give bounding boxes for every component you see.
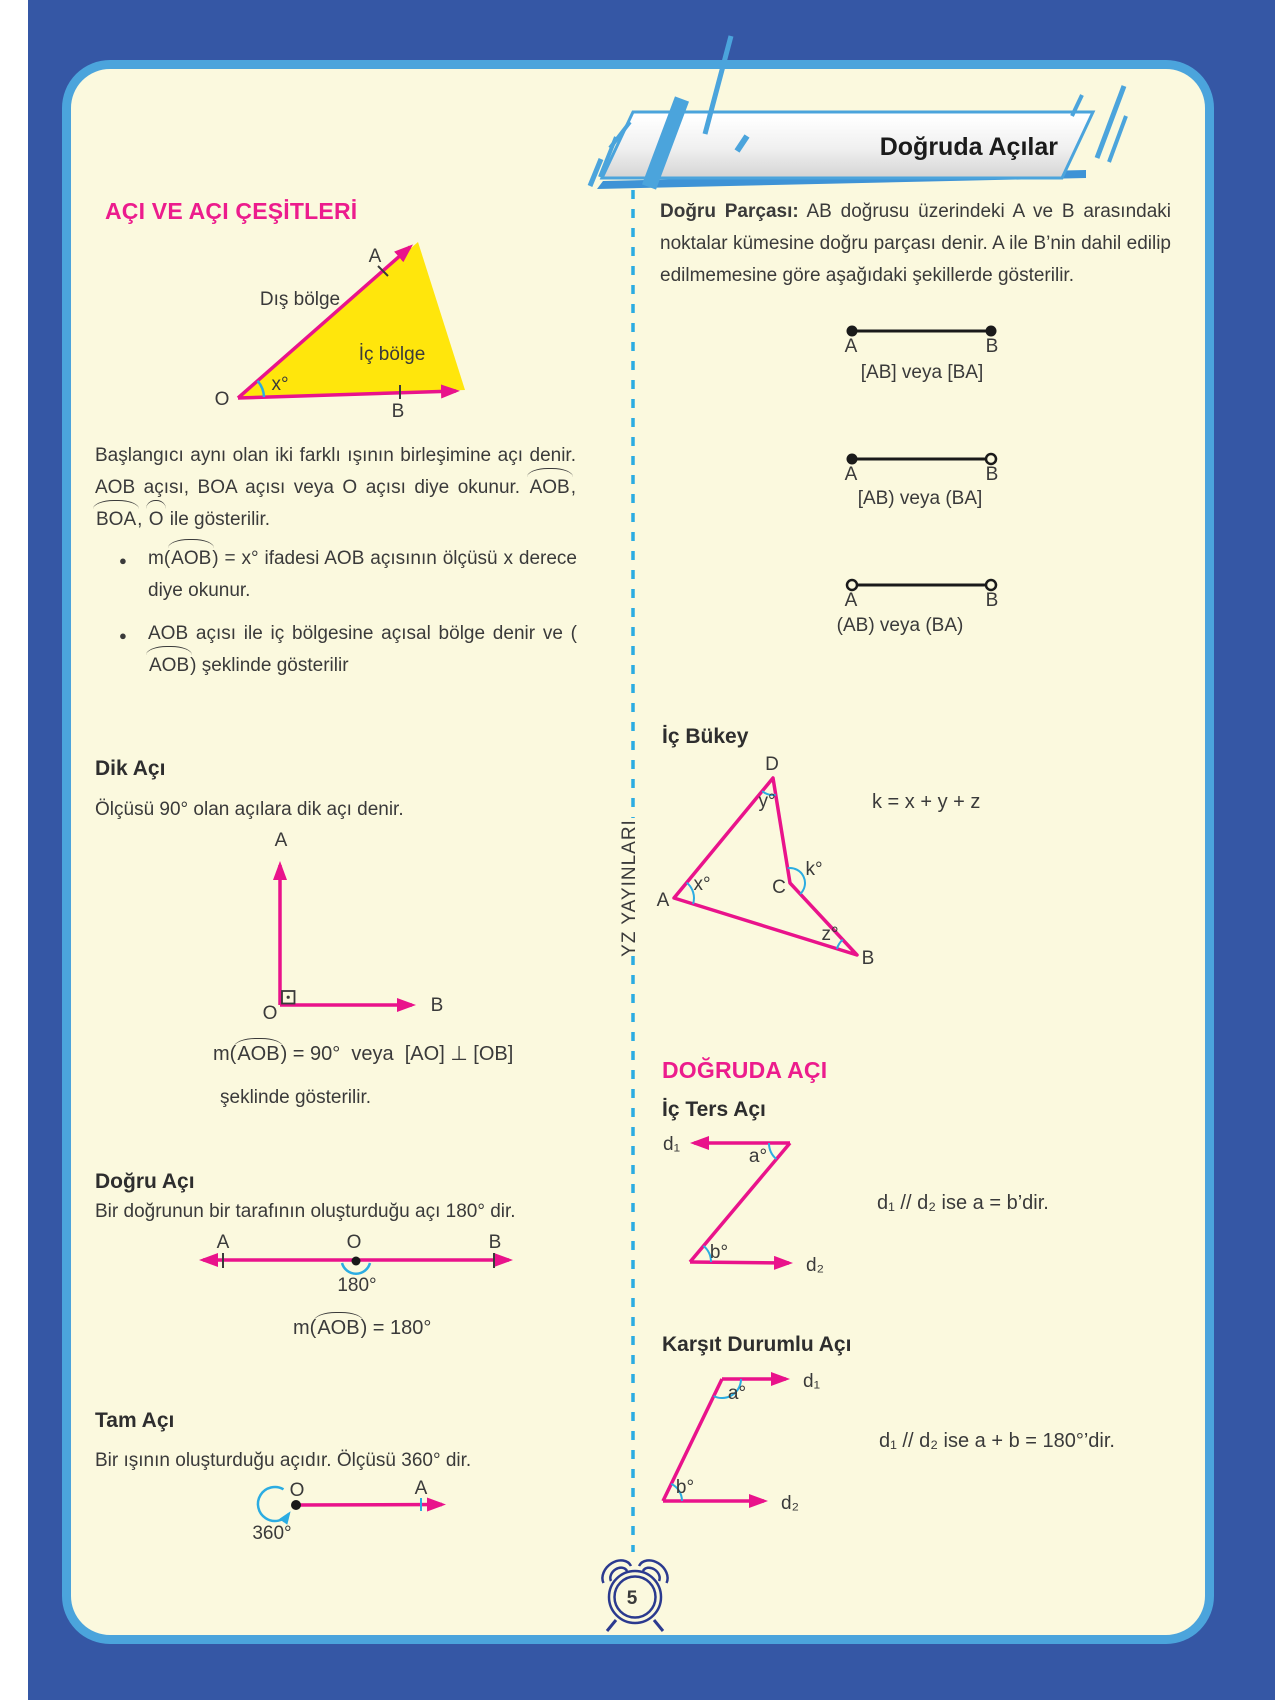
- segment-definition-lead: Doğru Parçası:: [660, 201, 799, 222]
- point-label: O: [346, 1232, 362, 1253]
- point-label: C: [772, 877, 786, 898]
- angle-label: a°: [727, 1383, 747, 1404]
- arc-notation: AOB: [148, 650, 190, 682]
- line-label: d₁: [803, 1371, 820, 1392]
- formula-right-angle: m(AOB) = 90° veya [AO] ⊥ [OB]: [213, 1043, 514, 1065]
- point-label: A: [368, 246, 382, 267]
- arc-notation: O: [148, 504, 165, 536]
- heading-straight-angle: Doğru Açı: [95, 1170, 195, 1193]
- body-right-angle: Ölçüsü 90° olan açılara dik açı denir.: [95, 799, 404, 820]
- angle-label: 360°: [252, 1523, 292, 1544]
- angle-label: b°: [675, 1477, 695, 1498]
- inner-region-label: İç bölge: [358, 344, 426, 365]
- right-angle-diagram: [263, 830, 444, 1024]
- heading-co-interior-angles: Karşıt Durumlu Açı: [662, 1333, 852, 1356]
- arc-notation: AOB: [170, 543, 212, 575]
- angle-label: z°: [821, 924, 839, 945]
- bullet-angular-region: ● AOB açısı ile iç bölgesine açısal bölge denir ve (AOB) şeklinde gösterilir: [95, 618, 577, 682]
- point-label: O: [289, 1480, 305, 1501]
- point-label: B: [430, 995, 444, 1016]
- chapter-banner-title: Doğruda Açılar: [879, 133, 1058, 161]
- angle-label: x°: [271, 374, 289, 395]
- angle-label: k°: [805, 859, 823, 880]
- heading-concave: İç Bükey: [662, 725, 749, 748]
- publisher-watermark: YZ YAYINLARI: [619, 819, 640, 957]
- arc-notation: AOB: [237, 1043, 280, 1065]
- alternate-angles-diagram: [663, 1134, 824, 1276]
- segment-caption: (AB) veya (BA): [836, 615, 964, 636]
- point-label: O: [262, 1003, 278, 1024]
- page-number-clock-icon: [602, 1560, 667, 1631]
- point-label: A: [844, 590, 858, 611]
- body-full-angle: Bir ışının oluşturduğu açıdır. Ölçüsü 360° dir.: [95, 1450, 472, 1471]
- heading-right-angle: Dik Açı: [95, 757, 166, 780]
- body-straight-angle: Bir doğrunun bir tarafının oluşturduğu açı 180° dir.: [95, 1201, 516, 1222]
- co-interior-angles-diagram: [663, 1371, 820, 1514]
- angle-label: 180°: [337, 1275, 377, 1296]
- point-label: B: [985, 464, 999, 485]
- intro-paragraph: Başlangıcı aynı olan iki farklı ışının birleşimine açı denir. AOB açısı, BOA açısı veya O açısı diye okunur. AOB, BOA, O ile gösterilir.: [95, 440, 576, 536]
- angle-label: y°: [758, 791, 776, 812]
- full-angle-diagram: [252, 1478, 442, 1544]
- point-label: D: [765, 754, 779, 775]
- point-label: B: [488, 1232, 502, 1253]
- angle-label: x°: [693, 874, 711, 895]
- left-section-title: AÇI VE AÇI ÇEŞİTLERİ: [105, 198, 358, 224]
- point-label: A: [844, 464, 858, 485]
- heading-alternate-angles: İç Ters Açı: [662, 1098, 766, 1121]
- segment-diagram-half-open: [845, 454, 999, 510]
- bullet-angle-measure: ● m(AOB) = x° ifadesi AOB açısının ölçüsü x derece diye okunur.: [95, 543, 577, 607]
- point-label: A: [844, 336, 858, 357]
- outer-region-label: Dış bölge: [259, 289, 341, 310]
- point-label: O: [214, 389, 230, 410]
- bullet-icon: ●: [119, 553, 127, 568]
- arc-notation: AOB: [529, 472, 571, 504]
- rule-alternate-angles: d₁ // d₂ ise a = b’dir.: [877, 1192, 1049, 1214]
- arc-notation: AOB: [317, 1317, 360, 1339]
- point-label: A: [414, 1478, 428, 1499]
- segment-diagram-closed: [845, 326, 999, 384]
- bullet-icon: ●: [119, 628, 127, 643]
- angle-region-diagram: [215, 242, 465, 422]
- angle-label: b°: [709, 1242, 729, 1263]
- point-label: B: [391, 401, 405, 422]
- header-banner: [590, 36, 1126, 189]
- segment-caption: [AB] veya [BA]: [860, 362, 984, 383]
- line-label: d₂: [781, 1493, 799, 1514]
- note-right-angle: şeklinde gösterilir.: [220, 1087, 372, 1108]
- point-label: B: [985, 590, 999, 611]
- point-label: A: [216, 1232, 230, 1253]
- formula-straight-angle: m(AOB) = 180°: [293, 1317, 432, 1339]
- segment-definition-paragraph: Doğru Parçası: AB doğrusu üzerindeki A ve B arasındaki noktalar kümesine doğru parçası denir. A ile B’nin dahil edilip edilmemesine göre aşağıdaki şekillerde gösterilir.: [660, 201, 1171, 286]
- segment-caption: [AB) veya (BA]: [857, 488, 983, 509]
- point-label: A: [656, 890, 670, 911]
- point-label: A: [274, 830, 288, 851]
- line-label: d₁: [663, 1134, 680, 1155]
- heading-line-angles: DOĞRUDA AÇI: [662, 1057, 828, 1083]
- line-label: d₂: [806, 1255, 824, 1276]
- straight-angle-diagram: [203, 1232, 509, 1296]
- point-label: B: [861, 948, 875, 969]
- rule-co-interior-angles: d₁ // d₂ ise a + b = 180°’dir.: [879, 1430, 1115, 1452]
- page-number: 5: [626, 1588, 638, 1609]
- segment-diagram-open: [837, 580, 999, 636]
- point-label: B: [985, 336, 999, 357]
- formula-concave: k = x + y + z: [872, 791, 981, 813]
- arc-notation: BOA: [95, 504, 137, 536]
- concave-quad-diagram: [657, 754, 875, 969]
- angle-label: a°: [748, 1146, 768, 1167]
- heading-full-angle: Tam Açı: [95, 1409, 175, 1432]
